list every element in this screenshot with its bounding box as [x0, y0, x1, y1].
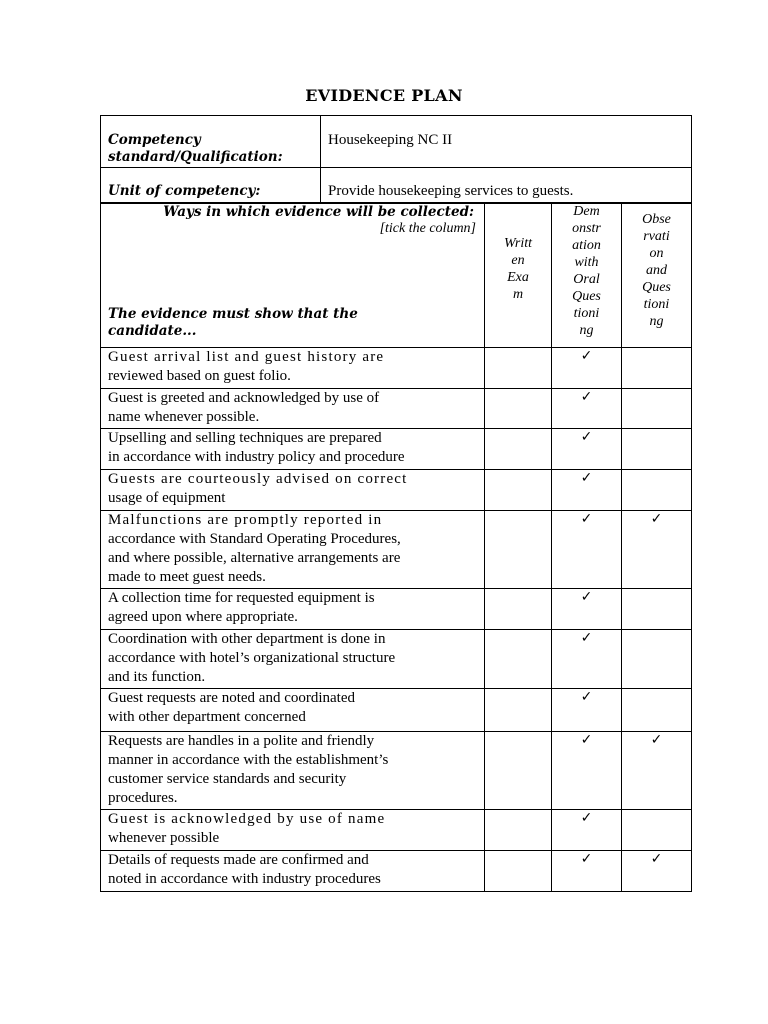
observation-check-cell	[622, 429, 692, 470]
criterion-text	[101, 630, 485, 689]
observation-check-cell	[622, 630, 692, 689]
written-exam-check-cell	[485, 689, 552, 732]
demonstration-check-cell	[552, 511, 622, 589]
observation-check-cell	[622, 389, 692, 429]
criterion-line: Guest is acknowledged by use of name	[108, 811, 386, 827]
criterion-line: A collection time for requested equipment is	[108, 590, 375, 606]
competency-label-line2: standard/Qualification:	[108, 149, 283, 165]
unit-row	[101, 168, 692, 204]
criterion-line: Requests are handles in a polite and friendly	[108, 733, 375, 749]
check-mark-icon: ✓	[580, 429, 593, 445]
demonstration-check-cell	[552, 348, 622, 389]
criterion-text	[101, 511, 485, 589]
criterion-row	[101, 810, 692, 851]
criterion-line: and its function.	[108, 669, 206, 685]
check-mark-icon: ✓	[650, 511, 663, 527]
written-exam-check-cell	[485, 348, 552, 389]
written-exam-check-cell	[485, 511, 552, 589]
criterion-line: manner in accordance with the establishment’s	[108, 752, 389, 768]
criterion-text	[101, 429, 485, 470]
evidence-must-show	[108, 306, 358, 340]
demonstration-check-cell	[552, 851, 622, 892]
criterion-line: Upselling and selling techniques are prepared	[108, 430, 382, 446]
evidence-must-line2: candidate...	[108, 323, 197, 339]
written-exam-check-cell	[485, 470, 552, 511]
observation-check-cell	[622, 470, 692, 511]
column-header-demonstration: Dem onstr ation with Oral Ques tioni ng	[552, 203, 622, 348]
competency-label	[101, 116, 321, 168]
demonstration-check-cell	[552, 689, 622, 732]
column-header-observation: Obse rvati on and Ques tioni ng	[622, 203, 692, 348]
criterion-line: Guests are courteously advised on correct	[108, 471, 408, 487]
check-mark-icon: ✓	[580, 689, 593, 705]
criterion-line: Guest requests are noted and coordinated	[108, 690, 355, 706]
observation-check-cell	[622, 589, 692, 630]
ways-title: Ways in which evidence will be collected:	[163, 204, 474, 220]
evidence-must-line1: The evidence must show that the	[108, 306, 358, 322]
check-mark-icon: ✓	[580, 732, 593, 748]
competency-label-line1: Competency	[108, 132, 201, 148]
tick-instruction: [tick the column]	[379, 221, 476, 236]
check-mark-icon: ✓	[580, 389, 593, 405]
check-mark-icon: ✓	[650, 732, 663, 748]
written-exam-check-cell	[485, 851, 552, 892]
demonstration-check-cell	[552, 470, 622, 511]
evidence-table	[100, 202, 692, 892]
criterion-line: with other department concerned	[108, 709, 306, 725]
criterion-line: usage of equipment	[108, 490, 226, 506]
criterion-line: name whenever possible.	[108, 409, 260, 425]
check-mark-icon: ✓	[580, 851, 593, 867]
criterion-text	[101, 470, 485, 511]
criterion-line: Guest arrival list and guest history are	[108, 349, 385, 365]
criterion-line: agreed upon where appropriate.	[108, 609, 298, 625]
criterion-line: Details of requests made are confirmed and	[108, 852, 369, 868]
document-title: EVIDENCE PLAN	[305, 86, 463, 105]
criterion-text	[101, 810, 485, 851]
criterion-line: noted in accordance with industry procedures	[108, 871, 381, 887]
written-exam-check-cell	[485, 810, 552, 851]
demonstration-check-cell	[552, 429, 622, 470]
criterion-line: accordance with Standard Operating Procedures,	[108, 531, 401, 547]
observation-check-cell	[622, 348, 692, 389]
criterion-text	[101, 589, 485, 630]
observation-check-cell	[622, 689, 692, 732]
criterion-line: whenever possible	[108, 830, 220, 846]
written-exam-check-cell	[485, 429, 552, 470]
check-mark-icon: ✓	[580, 589, 593, 605]
demonstration-check-cell	[552, 810, 622, 851]
demonstration-check-cell	[552, 630, 622, 689]
criterion-text	[101, 689, 485, 732]
check-mark-icon: ✓	[580, 630, 593, 646]
criterion-line: accordance with hotel’s organizational structure	[108, 650, 396, 666]
demonstration-check-cell	[552, 732, 622, 810]
criterion-line: Guest is greeted and acknowledged by use of	[108, 390, 380, 406]
check-mark-icon: ✓	[650, 851, 663, 867]
criterion-text	[101, 732, 485, 810]
check-mark-icon: ✓	[580, 810, 593, 826]
criterion-row	[101, 348, 692, 389]
criterion-row	[101, 429, 692, 470]
criterion-line: Malfunctions are promptly reported in	[108, 512, 383, 528]
criterion-row	[101, 689, 692, 732]
criterion-row	[101, 630, 692, 689]
criterion-row	[101, 732, 692, 810]
demonstration-check-cell	[552, 589, 622, 630]
observation-check-cell	[622, 511, 692, 589]
criterion-text	[101, 348, 485, 389]
criterion-text	[101, 851, 485, 892]
evidence-header-row	[101, 203, 692, 348]
ways-header-cell	[101, 203, 485, 348]
criterion-row	[101, 389, 692, 429]
criterion-line: customer service standards and security	[108, 771, 347, 787]
criterion-line: procedures.	[108, 790, 178, 806]
written-exam-check-cell	[485, 389, 552, 429]
criterion-text	[101, 389, 485, 429]
criterion-line: in accordance with industry policy and procedure	[108, 449, 405, 465]
written-exam-check-cell	[485, 630, 552, 689]
competency-value: Housekeeping NC II	[321, 116, 692, 168]
observation-check-cell	[622, 732, 692, 810]
criterion-row	[101, 470, 692, 511]
criterion-line: Coordination with other department is done in	[108, 631, 386, 647]
criteria-rows	[101, 348, 692, 892]
check-mark-icon: ✓	[580, 348, 593, 364]
criterion-row	[101, 589, 692, 630]
criterion-line: made to meet guest needs.	[108, 569, 266, 585]
competency-row	[101, 116, 692, 168]
observation-check-cell	[622, 810, 692, 851]
header-table	[100, 115, 692, 204]
unit-value: Provide housekeeping services to guests.	[321, 168, 692, 204]
written-exam-check-cell	[485, 589, 552, 630]
written-exam-check-cell	[485, 732, 552, 810]
observation-check-cell	[622, 851, 692, 892]
criterion-row	[101, 511, 692, 589]
check-mark-icon: ✓	[580, 470, 593, 486]
column-header-written-exam: Writt en Exa m	[485, 203, 552, 348]
criterion-line: and where possible, alternative arrangements are	[108, 550, 401, 566]
check-mark-icon: ✓	[580, 511, 593, 527]
demonstration-check-cell	[552, 389, 622, 429]
unit-label: Unit of competency:	[101, 168, 321, 204]
criterion-row	[101, 851, 692, 892]
criterion-line: reviewed based on guest folio.	[108, 368, 291, 384]
